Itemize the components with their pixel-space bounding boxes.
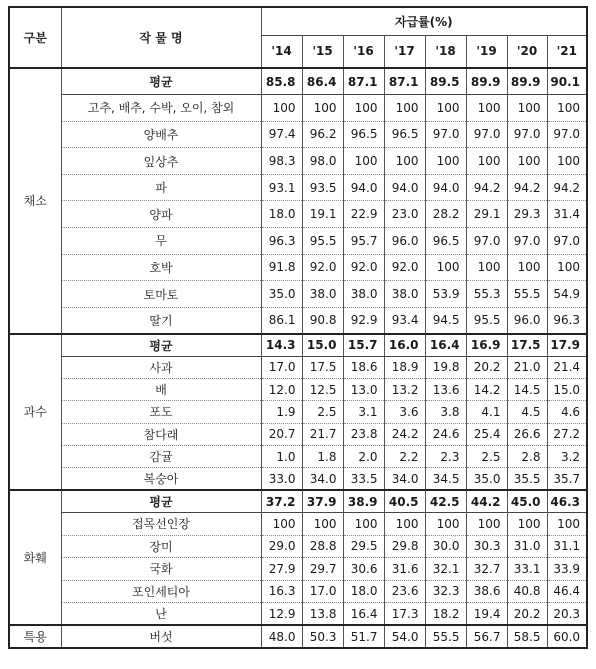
crop-name: 배 (61, 379, 261, 401)
rate-value: 50.3 (302, 625, 343, 648)
rate-value: 56.7 (466, 625, 507, 648)
rate-value: 97.0 (466, 228, 507, 255)
rate-value: 46.4 (547, 580, 587, 603)
rate-value: 17.0 (302, 580, 343, 603)
table-row (9, 558, 587, 581)
rate-value: 96.3 (261, 228, 302, 255)
rate-value: 13.8 (302, 603, 343, 626)
rate-value: 18.6 (343, 356, 384, 378)
rate-value: 94.0 (384, 174, 425, 201)
table-row (9, 379, 587, 401)
rate-value: 16.4 (343, 603, 384, 626)
rate-value: 33.9 (547, 558, 587, 581)
category-header: 구분 (9, 7, 61, 68)
rate-value: 100 (425, 513, 466, 536)
rate-value: 94.2 (547, 174, 587, 201)
rate-value: 90.1 (547, 68, 587, 95)
rate-value: 86.1 (261, 307, 302, 334)
rate-value: 31.1 (547, 535, 587, 558)
rate-value: 92.0 (343, 254, 384, 281)
rate-value: 12.5 (302, 379, 343, 401)
rate-value: 37.2 (261, 490, 302, 513)
rate-value: 96.5 (384, 121, 425, 148)
rate-value: 94.5 (425, 307, 466, 334)
rate-value: 96.2 (302, 121, 343, 148)
rate-value: 16.3 (261, 580, 302, 603)
rate-value: 2.0 (343, 445, 384, 467)
rate-value: 32.7 (466, 558, 507, 581)
rate-value: 1.9 (261, 401, 302, 423)
rate-value: 26.6 (507, 423, 547, 445)
rate-value: 3.1 (343, 401, 384, 423)
rate-value: 23.0 (384, 201, 425, 228)
rate-value: 38.0 (384, 281, 425, 308)
rate-value: 95.5 (466, 307, 507, 334)
rate-value: 100 (384, 513, 425, 536)
rate-value: 23.6 (384, 580, 425, 603)
rate-value: 17.5 (302, 356, 343, 378)
table-row (9, 513, 587, 536)
rate-value: 38.6 (466, 580, 507, 603)
table-row (9, 445, 587, 467)
rate-value: 24.2 (384, 423, 425, 445)
rate-value: 35.0 (261, 281, 302, 308)
crop-name: 포도 (61, 401, 261, 423)
table-row (9, 148, 587, 175)
rate-value: 100 (384, 148, 425, 175)
rate-value: 100 (425, 148, 466, 175)
rate-value: 17.3 (384, 603, 425, 626)
rate-value: 97.0 (507, 228, 547, 255)
rate-value: 60.0 (547, 625, 587, 648)
crop-name: 참다래 (61, 423, 261, 445)
rate-value: 42.5 (425, 490, 466, 513)
rate-value: 25.4 (466, 423, 507, 445)
rate-value: 27.9 (261, 558, 302, 581)
rate-value: 2.2 (384, 445, 425, 467)
rate-value: 29.8 (384, 535, 425, 558)
table-row (9, 174, 587, 201)
rate-value: 31.0 (507, 535, 547, 558)
rate-value: 13.2 (384, 379, 425, 401)
rate-value: 92.0 (302, 254, 343, 281)
rate-value: 96.0 (507, 307, 547, 334)
rate-value: 100 (425, 95, 466, 122)
rate-value: 96.0 (384, 228, 425, 255)
rate-value: 33.0 (261, 468, 302, 490)
rate-value: 54.0 (384, 625, 425, 648)
rate-value: 100 (466, 148, 507, 175)
rate-value: 17.9 (547, 334, 587, 356)
crop-name: 장미 (61, 535, 261, 558)
rate-value: 44.2 (466, 490, 507, 513)
rate-value: 15.7 (343, 334, 384, 356)
rate-value: 38.0 (302, 281, 343, 308)
rate-value: 27.2 (547, 423, 587, 445)
rate-value: 30.3 (466, 535, 507, 558)
average-row (9, 334, 587, 356)
table-row (9, 307, 587, 334)
self-sufficiency-table (8, 6, 588, 649)
crop-name: 난 (61, 603, 261, 626)
average-row (9, 490, 587, 513)
rate-value: 94.2 (507, 174, 547, 201)
rate-value: 100 (302, 95, 343, 122)
crop-name: 국화 (61, 558, 261, 581)
table-row (9, 254, 587, 281)
rate-value: 37.9 (302, 490, 343, 513)
rate-value: 12.9 (261, 603, 302, 626)
crop-name-header: 작 물 명 (61, 7, 261, 68)
rate-value: 100 (261, 95, 302, 122)
rate-value: 100 (507, 95, 547, 122)
rate-value: 93.5 (302, 174, 343, 201)
rate-value: 31.6 (384, 558, 425, 581)
crop-name: 접목선인장 (61, 513, 261, 536)
year-header: '15 (302, 35, 343, 68)
year-header: '14 (261, 35, 302, 68)
rate-value: 85.8 (261, 68, 302, 95)
rate-value: 30.6 (343, 558, 384, 581)
rate-value: 4.1 (466, 401, 507, 423)
rate-value: 100 (261, 513, 302, 536)
rate-value: 100 (343, 95, 384, 122)
crop-name: 사과 (61, 356, 261, 378)
rate-value: 35.7 (547, 468, 587, 490)
year-header: '19 (466, 35, 507, 68)
rate-value: 95.7 (343, 228, 384, 255)
table-row (9, 423, 587, 445)
rate-value: 21.0 (507, 356, 547, 378)
rate-value: 3.2 (547, 445, 587, 467)
rate-value: 20.3 (547, 603, 587, 626)
rate-value: 2.3 (425, 445, 466, 467)
rate-value: 18.2 (425, 603, 466, 626)
rate-value: 29.0 (261, 535, 302, 558)
rate-value: 94.2 (466, 174, 507, 201)
rate-value: 89.9 (466, 68, 507, 95)
rate-value: 97.0 (425, 121, 466, 148)
crop-name: 호박 (61, 254, 261, 281)
crop-name: 평균 (61, 334, 261, 356)
rate-value: 95.5 (302, 228, 343, 255)
crop-name: 복숭아 (61, 468, 261, 490)
rate-value: 20.2 (466, 356, 507, 378)
rate-value: 19.1 (302, 201, 343, 228)
rate-value: 33.1 (507, 558, 547, 581)
rate-value: 100 (547, 95, 587, 122)
rate-value: 55.5 (425, 625, 466, 648)
rate-value: 100 (466, 513, 507, 536)
rate-value: 15.0 (302, 334, 343, 356)
rate-value: 93.4 (384, 307, 425, 334)
rate-value: 53.9 (425, 281, 466, 308)
rate-value: 38.0 (343, 281, 384, 308)
rate-value: 19.8 (425, 356, 466, 378)
table-row (9, 468, 587, 490)
rate-value: 98.0 (302, 148, 343, 175)
rate-value: 16.9 (466, 334, 507, 356)
table-row (9, 625, 587, 648)
crop-name: 평균 (61, 490, 261, 513)
rate-value: 35.0 (466, 468, 507, 490)
rate-value: 32.3 (425, 580, 466, 603)
rate-value: 48.0 (261, 625, 302, 648)
table-row (9, 121, 587, 148)
rate-value: 35.5 (507, 468, 547, 490)
rate-value: 29.3 (507, 201, 547, 228)
rate-value: 98.3 (261, 148, 302, 175)
rate-value: 18.9 (384, 356, 425, 378)
year-header: '20 (507, 35, 547, 68)
rate-value: 97.0 (507, 121, 547, 148)
crop-name: 고추, 배추, 수박, 오이, 참외 (61, 95, 261, 122)
table-row (9, 401, 587, 423)
rate-value: 22.9 (343, 201, 384, 228)
rate-value: 14.5 (507, 379, 547, 401)
rate-value: 45.0 (507, 490, 547, 513)
rate-value: 24.6 (425, 423, 466, 445)
rate-value: 55.5 (507, 281, 547, 308)
table-row (9, 228, 587, 255)
rate-value: 97.0 (547, 121, 587, 148)
rate-value: 100 (343, 513, 384, 536)
year-header: '18 (425, 35, 466, 68)
rate-value: 40.8 (507, 580, 547, 603)
rate-value: 94.0 (425, 174, 466, 201)
rate-value: 55.3 (466, 281, 507, 308)
rate-value: 29.7 (302, 558, 343, 581)
rate-value: 29.5 (343, 535, 384, 558)
year-header: '21 (547, 35, 587, 68)
rate-value: 100 (507, 513, 547, 536)
crop-name: 양파 (61, 201, 261, 228)
rate-value: 94.0 (343, 174, 384, 201)
rate-value: 58.5 (507, 625, 547, 648)
rate-value: 3.6 (384, 401, 425, 423)
rate-value: 18.0 (261, 201, 302, 228)
rate-value: 31.4 (547, 201, 587, 228)
rate-value: 89.5 (425, 68, 466, 95)
table-row (9, 201, 587, 228)
crop-name: 감귤 (61, 445, 261, 467)
rate-value: 87.1 (343, 68, 384, 95)
group-label: 특용 (9, 625, 61, 648)
rate-value: 92.9 (343, 307, 384, 334)
rate-value: 1.8 (302, 445, 343, 467)
rate-value: 20.7 (261, 423, 302, 445)
rate-value: 21.7 (302, 423, 343, 445)
rate-value: 32.1 (425, 558, 466, 581)
table-row (9, 580, 587, 603)
table-row (9, 535, 587, 558)
table-body (9, 68, 587, 648)
rate-value: 14.2 (466, 379, 507, 401)
table-row (9, 281, 587, 308)
rate-value: 51.7 (343, 625, 384, 648)
rate-value: 100 (425, 254, 466, 281)
rate-value: 38.9 (343, 490, 384, 513)
rate-value: 100 (547, 254, 587, 281)
rate-value: 4.5 (507, 401, 547, 423)
rate-value: 21.4 (547, 356, 587, 378)
crop-name: 포인세티아 (61, 580, 261, 603)
crop-name: 양배추 (61, 121, 261, 148)
rate-value: 30.0 (425, 535, 466, 558)
rate-value: 90.8 (302, 307, 343, 334)
crop-name: 무 (61, 228, 261, 255)
rate-value: 18.0 (343, 580, 384, 603)
crop-name: 잎상추 (61, 148, 261, 175)
rate-value: 1.0 (261, 445, 302, 467)
rate-value: 87.1 (384, 68, 425, 95)
rate-title-header: 자급률(%) (261, 7, 587, 35)
rate-value: 97.4 (261, 121, 302, 148)
rate-value: 2.5 (466, 445, 507, 467)
rate-value: 23.8 (343, 423, 384, 445)
rate-value: 16.4 (425, 334, 466, 356)
rate-value: 86.4 (302, 68, 343, 95)
rate-value: 2.5 (302, 401, 343, 423)
rate-value: 34.5 (425, 468, 466, 490)
rate-value: 100 (507, 254, 547, 281)
group-label: 채소 (9, 68, 61, 334)
rate-value: 100 (466, 95, 507, 122)
rate-value: 100 (384, 95, 425, 122)
rate-value: 28.8 (302, 535, 343, 558)
crop-name: 버섯 (61, 625, 261, 648)
rate-value: 12.0 (261, 379, 302, 401)
rate-value: 40.5 (384, 490, 425, 513)
rate-value: 4.6 (547, 401, 587, 423)
rate-value: 3.8 (425, 401, 466, 423)
rate-value: 28.2 (425, 201, 466, 228)
year-header: '17 (384, 35, 425, 68)
rate-value: 19.4 (466, 603, 507, 626)
rate-value: 97.0 (547, 228, 587, 255)
rate-value: 34.0 (384, 468, 425, 490)
rate-value: 16.0 (384, 334, 425, 356)
rate-value: 13.0 (343, 379, 384, 401)
rate-value: 13.6 (425, 379, 466, 401)
rate-value: 91.8 (261, 254, 302, 281)
crop-name: 평균 (61, 68, 261, 95)
crop-name: 토마토 (61, 281, 261, 308)
rate-value: 17.0 (261, 356, 302, 378)
rate-value: 33.5 (343, 468, 384, 490)
rate-value: 89.9 (507, 68, 547, 95)
group-label: 과수 (9, 334, 61, 490)
rate-value: 92.0 (384, 254, 425, 281)
rate-value: 100 (343, 148, 384, 175)
rate-value: 93.1 (261, 174, 302, 201)
rate-value: 17.5 (507, 334, 547, 356)
rate-value: 97.0 (466, 121, 507, 148)
rate-value: 100 (466, 254, 507, 281)
crop-name: 파 (61, 174, 261, 201)
rate-value: 96.5 (343, 121, 384, 148)
table-row (9, 356, 587, 378)
average-row (9, 68, 587, 95)
rate-value: 100 (547, 513, 587, 536)
rate-value: 20.2 (507, 603, 547, 626)
rate-value: 15.0 (547, 379, 587, 401)
rate-value: 54.9 (547, 281, 587, 308)
year-header: '16 (343, 35, 384, 68)
group-label: 화훼 (9, 490, 61, 625)
crop-name: 딸기 (61, 307, 261, 334)
rate-value: 100 (302, 513, 343, 536)
rate-value: 14.3 (261, 334, 302, 356)
rate-value: 2.8 (507, 445, 547, 467)
rate-value: 34.0 (302, 468, 343, 490)
rate-value: 96.3 (547, 307, 587, 334)
rate-value: 100 (547, 148, 587, 175)
table-row (9, 603, 587, 626)
rate-value: 96.5 (425, 228, 466, 255)
table-row (9, 95, 587, 122)
rate-value: 100 (507, 148, 547, 175)
rate-value: 46.3 (547, 490, 587, 513)
rate-value: 29.1 (466, 201, 507, 228)
